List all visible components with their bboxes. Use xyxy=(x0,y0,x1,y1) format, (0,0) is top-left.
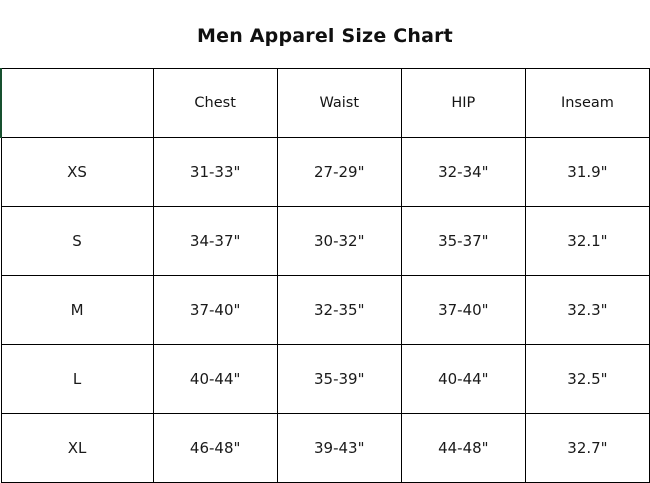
cell-chest: 34-37" xyxy=(153,207,277,276)
row-size-label: S xyxy=(1,207,153,276)
cell-hip: 40-44" xyxy=(401,345,525,414)
cell-waist: 35-39" xyxy=(277,345,401,414)
cell-chest: 46-48" xyxy=(153,414,277,483)
cell-hip: 32-34" xyxy=(401,138,525,207)
size-chart-table xyxy=(0,68,650,483)
table-row xyxy=(1,138,650,207)
cell-hip: 37-40" xyxy=(401,276,525,345)
table-header-row xyxy=(1,69,650,138)
cell-chest: 31-33" xyxy=(153,138,277,207)
cell-waist: 32-35" xyxy=(277,276,401,345)
cell-waist: 27-29" xyxy=(277,138,401,207)
table-row xyxy=(1,414,650,483)
cell-chest: 37-40" xyxy=(153,276,277,345)
cell-inseam: 31.9" xyxy=(525,138,649,207)
row-size-label: XS xyxy=(1,138,153,207)
table-row xyxy=(1,207,650,276)
cell-inseam: 32.1" xyxy=(525,207,649,276)
column-header-inseam: Inseam xyxy=(525,69,649,138)
page-title: Men Apparel Size Chart xyxy=(197,25,453,47)
row-size-label: M xyxy=(1,276,153,345)
cell-inseam: 32.7" xyxy=(525,414,649,483)
cell-inseam: 32.5" xyxy=(525,345,649,414)
table-row xyxy=(1,276,650,345)
table-corner-cell xyxy=(1,69,153,138)
row-size-label: XL xyxy=(1,414,153,483)
cell-chest: 40-44" xyxy=(153,345,277,414)
cell-waist: 30-32" xyxy=(277,207,401,276)
cell-hip: 35-37" xyxy=(401,207,525,276)
table-row xyxy=(1,345,650,414)
row-size-label: L xyxy=(1,345,153,414)
cell-hip: 44-48" xyxy=(401,414,525,483)
column-header-hip: HIP xyxy=(401,69,525,138)
size-chart-table-container xyxy=(0,68,650,483)
cell-inseam: 32.3" xyxy=(525,276,649,345)
column-header-waist: Waist xyxy=(277,69,401,138)
cell-waist: 39-43" xyxy=(277,414,401,483)
column-header-chest: Chest xyxy=(153,69,277,138)
